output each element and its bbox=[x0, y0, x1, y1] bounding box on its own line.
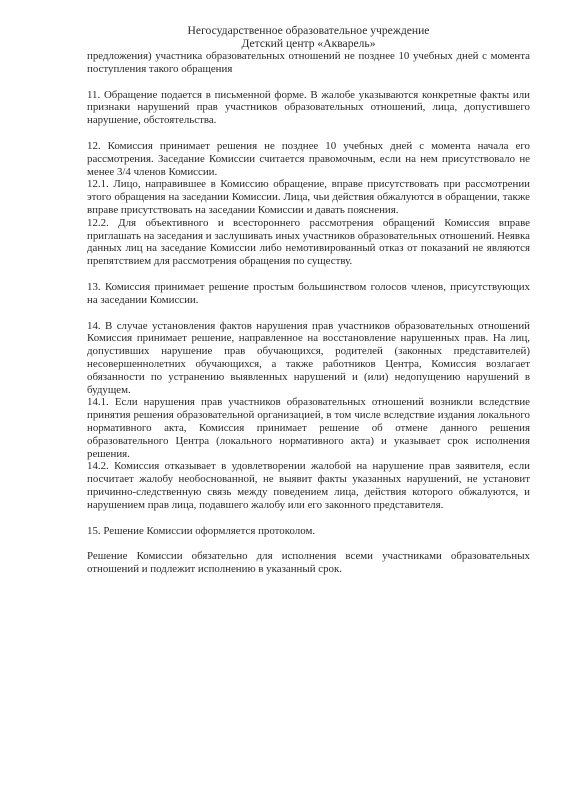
paragraph-final: Решение Комиссии обязательно для исполнения всеми участниками образовательных отношений и подлежит исполнению в указанный срок. bbox=[87, 550, 530, 576]
paragraph-continuation: предложения) участника образовательных отношений не позднее 10 учебных дней с момента поступления такого обращения bbox=[87, 50, 530, 75]
paragraph-11: 11. Обращение подается в письменной форме. В жалобе указываются конкретные факты или признаки нарушений прав участников образовательных отношений, лица, допустившего нарушение, обстоятельства. bbox=[87, 88, 530, 127]
paragraph-14-1: 14.1. Если нарушения прав участников образовательных отношений возникли вследствие принятия решения образовательной организацией, в том числе вследствие издания локального нормативного акта, Комиссия принимает решение об отмене данного решения образовательного Центра (локального нормативного акта) и указывает срок исполнения решения. bbox=[87, 396, 530, 460]
paragraph-15: 15. Решение Комиссии оформляется протоколом. bbox=[87, 524, 316, 537]
organization-name: Детский центр «Акварель» bbox=[241, 37, 376, 50]
paragraph-12: 12. Комиссия принимает решения не позднее 10 учебных дней с момента начала его рассмотрения. Заседание Комиссии считается правомочным, если на нем присутствовало не менее 3/4 членов Комиссии. bbox=[87, 139, 530, 178]
paragraph-12-1: 12.1. Лицо, направившее в Комиссию обращение, вправе присутствовать при рассмотрении этого обращения на заседании Комиссии. Лица, чьи действия обжалуются в обращении, также вправе присутствовать на заседании Комиссии и давать пояснения. bbox=[87, 178, 530, 216]
paragraph-14: 14. В случае установления фактов нарушения прав участников образовательных отношений Комиссия принимает решение, направленное на восстановление нарушенных прав. На лиц, допустивших нарушение прав обучающихся, родителей (законных представителей) несовершеннолетних обучающихся, а также работников Центра, Комиссия возлагает обязанности по устранению выявленных нарушений и (или) недопущению нарушений в будущем. bbox=[87, 319, 530, 396]
paragraph-13: 13. Комиссия принимает решение простым большинством голосов членов, присутствующих на заседании Комиссии. bbox=[87, 280, 530, 306]
paragraph-12-2: 12.2. Для объективного и всестороннего рассмотрения обращений Комиссия вправе приглашать на заседания и заслушивать иных участников образовательных отношений. Неявка данных лиц на заседание Комиссии либо немотивированный отказ от показаний не являются препятствием для рассмотрения обращения по существу. bbox=[87, 216, 530, 268]
document-body bbox=[87, 50, 530, 576]
organization-type: Негосударственное образовательное учреждение bbox=[187, 24, 430, 37]
paragraph-14-2: 14.2. Комиссия отказывает в удовлетворении жалобой на нарушение прав заявителя, если посчитает жалобу необоснованной, не выявит факты указанных нарушений, не установит причинно-следственную связь между поведением лица, действия которого обжалуются, и нарушением прав лица, подавшего жалобу или его законного представителя. bbox=[87, 460, 530, 511]
page-header bbox=[87, 24, 530, 50]
